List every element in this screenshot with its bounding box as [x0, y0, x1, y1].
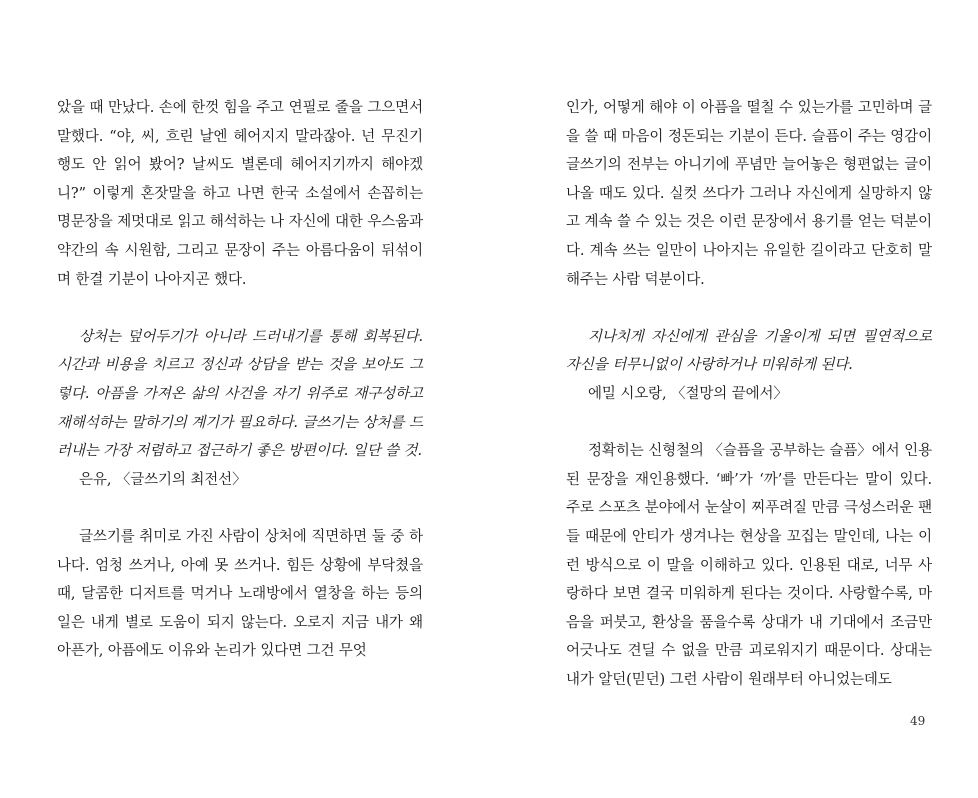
left-block-quote: 상처는 덮어두기가 아니라 드러내기를 통해 회복된다. 시간과 비용을 치르고 정신과 상담을 받는 것을 보아도 그렇다. 아픔을 가져온 삶의 사건을 자기 위주로 재구성하고 재해석하는 말하기의 계기가 필요하다. 글쓰기는 상처를 드러내는 가장 저렴하고 접근하기 좋은 방편이다. 일단 쓸 것.	[57, 328, 423, 460]
right-paragraph-2: 정확히는 신형철의 〈슬픔을 공부하는 슬픔〉에서 인용된 문장을 재인용했다. ‘빠’가 ‘까’를 만든다는 말이 있다. 주로 스포츠 분야에서 눈살이 찌푸려질 만큼 극성스러운 팬들 때문에 안티가 생겨나는 현상을 꼬집는 말인데, 나는 이런 방식으로 이 말을 이해하고 있다. 인용된 대로, 너무 사랑하다 보면 결국 미워하게 된다는 것이다. 사랑할수록, 마음을 퍼붓고, 환상을 품을수록 상대가 내 기대에서 조금만 어긋나도 견딜 수 없을 만큼 괴로워지기 때문이다. 상대는 내가 알던(믿던) 그런 사람이 원래부터 아니었는데도	[566, 443, 932, 688]
paragraph-gap	[57, 294, 423, 323]
paragraph-gap	[57, 494, 423, 523]
right-paragraph-1: 인가, 어떻게 해야 이 아픔을 떨칠 수 있는가를 고민하며 글을 쓸 때 마음이 정돈되는 기분이 든다. 슬픔이 주는 영감이 글쓰기의 전부는 아니기에 푸념만 늘어놓은 형편없는 글이 나올 때도 있다. 실컷 쓰다가 그러나 자신에게 실망하지 않고 계속 쓸 수 있는 것은 이런 문장에서 용기를 얻는 덕분이다. 계속 쓰는 일만이 나아지는 유일한 길이라고 단호히 말해주는 사람 덕분이다.	[566, 100, 932, 288]
paragraph-gap	[566, 294, 932, 323]
left-paragraph-2: 글쓰기를 취미로 가진 사람이 상처에 직면하면 둘 중 하나다. 엄청 쓰거나, 아예 못 쓰거나. 힘든 상황에 부닥쳤을 때, 달콤한 디저트를 먹거나 노래방에서 열창을 하는 등의 일은 내게 별로 도움이 되지 않는다. 오로지 지금 내가 왜 아픈가, 아픔에도 이유와 논리가 있다면 그건 무엇	[57, 528, 423, 660]
right-block-quote: 지나치게 자신에게 관심을 기울이게 되면 필연적으로 자신을 터무니없이 사랑하거나 미워하게 된다.	[566, 328, 932, 374]
left-paragraph-1: 았을 때 만났다. 손에 한껏 힘을 주고 연필로 줄을 그으면서 말했다. “야, 씨, 흐린 날엔 헤어지지 말라잖아. 넌 무진기행도 안 읽어 봤어? 날씨도 별론데 헤어지기까지 해야겠니?” 이렇게 혼잣말을 하고 나면 한국 소설에서 손꼽히는 명문장을 제멋대로 읽고 해석하는 나 자신에 대한 우스움과 약간의 속 시원함, 그리고 문장이 주는 아름다움이 뒤섞이며 한결 기분이 나아지곤 했다.	[57, 100, 423, 288]
page-number: 49	[910, 714, 926, 728]
left-quote-attribution: 은유, 〈글쓰기의 최전선〉	[79, 471, 247, 488]
left-page-column	[57, 94, 423, 666]
right-quote-attribution: 에밀 시오랑, 〈절망의 끝에서〉	[588, 385, 788, 402]
right-page-column	[566, 94, 932, 694]
paragraph-gap	[566, 409, 932, 438]
